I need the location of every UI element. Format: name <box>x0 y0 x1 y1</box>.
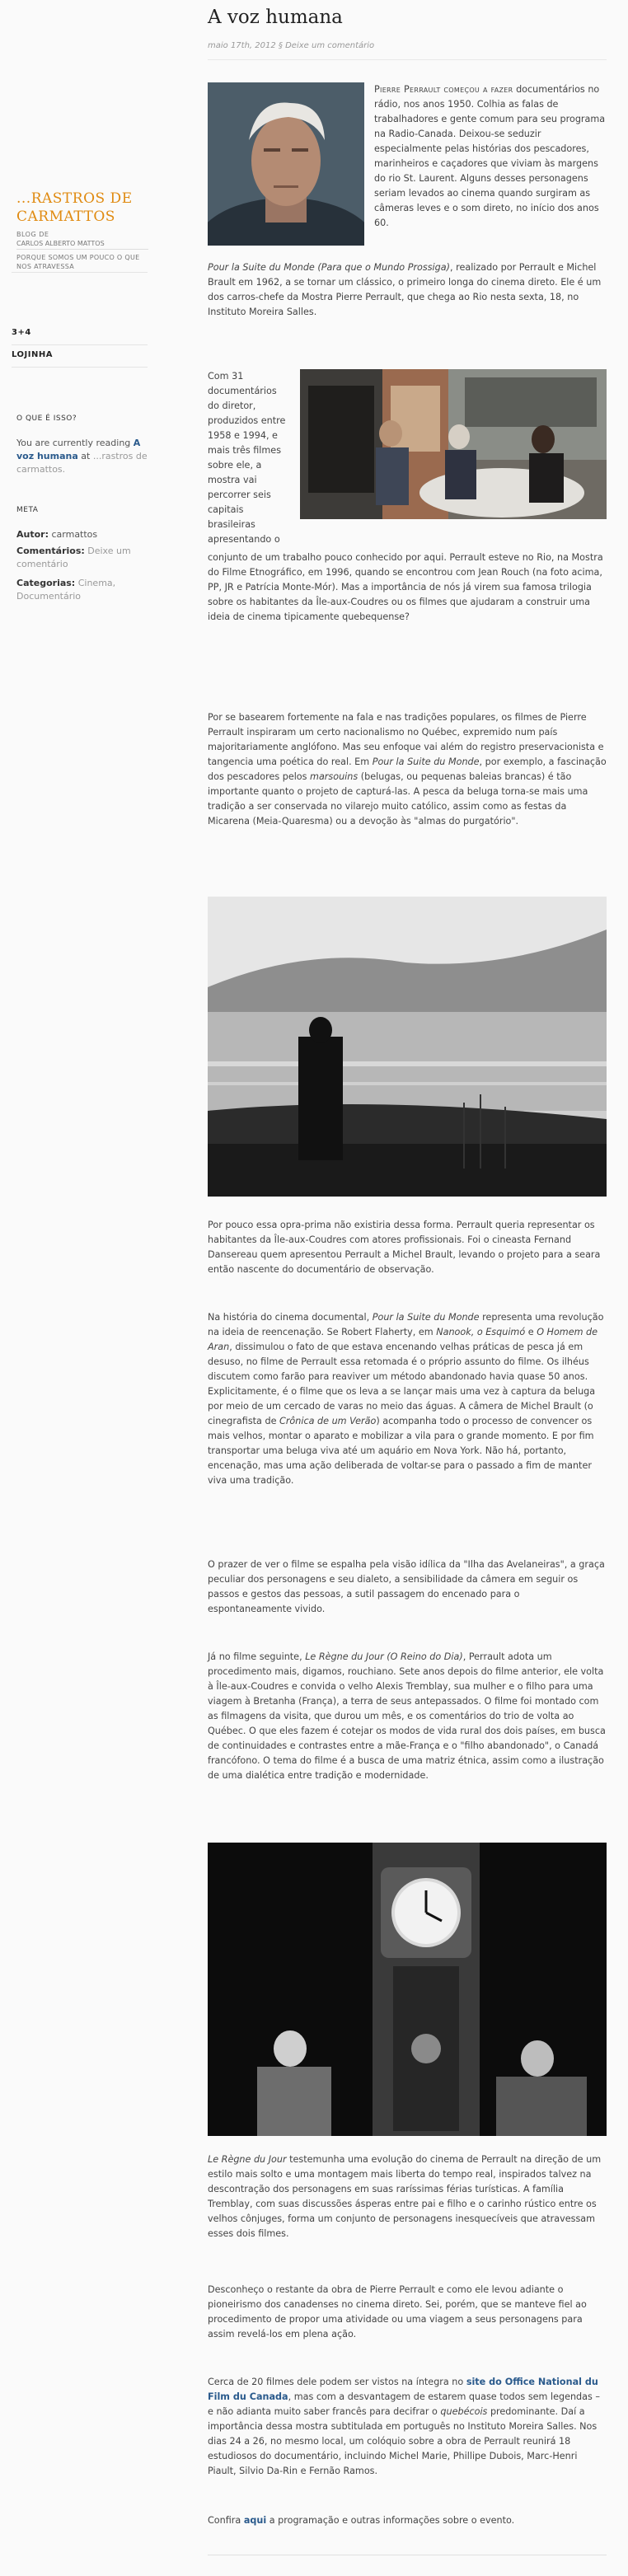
p3-film: Pour la Suite du Monde <box>372 756 480 767</box>
p10-b: , mas com a desvantagem de estarem quase todos sem legendas – e não adianta muito saber francês para decifrar o <box>208 2391 600 2417</box>
p1-tail: , realizado por Perrault e Michel Brault em 1962, a se tornar um clássico, o primeiro longa do cinema direto. Ele é um dos carros-chefe da Mostra Pierre Perrault, que chega ao Rio nesta sexta, 18, no Instituto Moreira Salles. <box>208 262 602 317</box>
p10-a: Cerca de 20 filmes dele podem ser vistos na íntegra no <box>208 2377 464 2387</box>
widget-title-meta: META <box>16 506 39 514</box>
site-title[interactable]: ...RASTROS DE CARMATTOS <box>16 190 133 225</box>
paragraph-3 <box>208 710 607 829</box>
divider <box>12 272 148 273</box>
meta-categories <box>16 577 148 603</box>
divider <box>12 367 148 368</box>
p5-film2: Nanook, o Esquimó <box>436 1327 526 1337</box>
p1-smallcaps: Pierre Perrault começou a fazer <box>374 84 513 95</box>
paragraph-5 <box>208 1310 607 1488</box>
category-separator: , <box>112 578 116 588</box>
p11-a: Confira <box>208 2515 241 2526</box>
p9: Desconheço o restante da obra de Pierre Perrault e como ele levou adiante o pioneirismo dos canadenses no cinema direto. Sei, porém, que se manteve fiel ao procedimento de propor uma atividade ou uma viagem a seus personagens para assim revelá-los em plena ação. <box>208 2284 587 2339</box>
p2-head: Com 31 documentários do diretor, produzidos entre 1958 e 1994, e mais três filmes sobre ele, a mostra vai percorrer seis capitais brasileiras apresentando o <box>208 371 286 545</box>
paragraph-2-cont <box>208 550 607 625</box>
p5-c: e <box>527 1327 534 1337</box>
about-mid: at <box>81 451 91 461</box>
p8-film: Le Règne du Jour <box>208 2154 287 2165</box>
p1-text: documentários no rádio, nos anos 1950. Colhia as falas de trabalhadores e gente comum para seu programa na Radio-Canada. Deixou-se seduzir especialmente pelas histórias dos pescadores, marinheiros e caçadores que viviam às margens do rio St. Laurent. Alguns desses personagens seriam levados ao cinema quando surgiram as câmeras leves e o som direto, no início dos anos 60. <box>374 84 606 228</box>
about-text <box>16 437 148 476</box>
p5-film: Pour la Suite du Monde <box>372 1312 480 1323</box>
p7-a: Já no filme seguinte, <box>208 1651 302 1662</box>
paragraph-11 <box>208 2513 607 2528</box>
p3-c: (belugas, ou pequenas baleias brancas) é tão importante quanto o projeto de capturá-las. A pesca da beluga torna-se mais uma tradição a ser conservada no vilarejo muito católico, assim como as festas da Micarena (Meia-Quaresma) ou a devoção às "almas do purgatório". <box>208 771 588 827</box>
about-site-link[interactable]: ...rastros de carmattos. <box>16 451 148 475</box>
nav-link-lojinha[interactable]: LOJINHA <box>12 350 53 359</box>
paragraph-1 <box>208 82 607 231</box>
post-comment-link[interactable]: Deixe um comentário <box>285 41 375 50</box>
p3-b: , por exemplo, a fascinação dos pescadores pelos <box>208 756 607 782</box>
widget-title-about: O QUE É ISSO? <box>16 415 77 423</box>
p5-film3: O Homem de Aran <box>208 1327 598 1352</box>
paragraph-9 <box>208 2283 607 2342</box>
comment-icon: § <box>278 41 283 50</box>
paragraph-2 <box>208 369 607 547</box>
category-link-cinema[interactable]: Cinema <box>77 578 113 588</box>
p3-a: Por se basearem fortemente na fala e nas tradições populares, os filmes de Pierre Perrault inspiraram um certo nacionalismo no Québec, expremido num país majoritariamente anglófono. Mas seu enfoque vai além do registro preservacionista e tangencia uma poética do real. Em <box>208 712 604 767</box>
about-post-link[interactable]: A voz humana <box>16 438 141 461</box>
p6: O prazer de ver o filme se espalha pela visão idílica da "Ilha das Avelaneiras", a graça peculiar dos personagens e seu dialeto, a sensibilidade da câmera em seguir os passos e gestos das pessoas, a sutil passagem do encenado para o espontaneamente vivido. <box>208 1559 605 1614</box>
p4: Por pouco essa opra-prima não existiria dessa forma. Perrault queria representar os habitantes da Île-aux-Coudres com atores profissionais. Foi o cineasta Fernand Dansereau quem apresentou Perrault a Michel Brault, levando o projeto para a seara então nascente do documentário de observação. <box>208 1220 601 1275</box>
p11-b: a programação e outras informações sobre o evento. <box>269 2515 515 2526</box>
p3-word: marsouins <box>310 771 359 782</box>
p2-tail: conjunto de um trabalho pouco conhecido por aqui. Perrault esteve no Rio, na Mostra do Filme Etnográfico, em 1996, quando se encontrou com Jean Rouch (na foto acima, PP, JR e Patrícia Monte-Mór). Mas a importância de nós já virem sua famosa trilogia sobre os habitantes da Île-aux-Coudres ou os filmes que ajudaram a construir uma ideia de cinema tipicamente quebequense? <box>208 552 603 622</box>
sidebar <box>0 0 153 2576</box>
meta-comments <box>16 545 148 571</box>
p10-word: quebécois <box>440 2406 488 2417</box>
program-link[interactable]: aqui <box>243 2515 267 2526</box>
lake-photo <box>208 897 607 1197</box>
p1-film: Pour la Suite du Monde (Para que o Mundo Prossiga) <box>208 262 450 273</box>
paragraph-7 <box>208 1650 607 1783</box>
meta-author-value: carmattos <box>51 529 98 540</box>
paragraph-6 <box>208 1557 607 1617</box>
divider <box>208 59 607 60</box>
post-title[interactable]: A voz humana <box>208 7 343 28</box>
clock-photo <box>208 1843 607 2136</box>
post-date: maio 17th, 2012 <box>208 41 276 50</box>
nav-link-3mais4[interactable]: 3+4 <box>12 328 31 337</box>
p5-d: , dissimulou o fato de que estava encenando velhas práticas de pesca já em desuso, no filme de Perrault essa retomada é o próprio assunto do filme. Os ilhéus discutem como farão para reaviver um método abandonado havia quase 50 anos. Explicitamente, é o filme que os leva a se lançar mais uma vez à captura da beluga por meio de um cercado de varas no meio das águas. A câmera de Michel Brault (o cinegrafista de <box>208 1342 596 1426</box>
onf-site-link[interactable]: site do Office National du Film du Canada <box>208 2377 598 2402</box>
site-blog-label: BLOG DE <box>16 231 49 238</box>
p7-b: , Perrault adota um procedimento mais, digamos, rouchiano. Sete anos depois do filme anterior, ele volta à Île-aux-Coudres e convida o velho Alexis Tremblay, sua mulher e o filho para uma viagem à Bretanha (França), a terra de seus antepassados. O filme foi montado com as filmagens da visita, que durou um mês, e os comentários do trio de volta ao Québec. O que eles fazem é cotejar os modos de vida rural dos dois países, em busca de continuidades e contrastes entre a mãe-França e o "filho abandonado", o Canadá francófono. O tema do filme é a busca de uma matriz étnica, assim como a ilustração de uma dialética entre tradição e modernidade. <box>208 1651 606 1781</box>
site-description: PORQUE SOMOS UM POUCO O QUE NOS ATRAVESSA <box>16 254 140 270</box>
p10-c: predominante. Daí a importância dessa mostra subtitulada em português no Instituto Moreira Salles. Nos dias 24 a 26, no mesmo local, um colóquio sobre a obra de Perrault reunirá 18 estudiosos do documentário, incluindo Michel Marie, Phillipe Dubois, Marc-Henri Piault, Silvio Da-Rin e Fernão Ramos. <box>208 2406 598 2476</box>
meta-comments-link[interactable]: Deixe um comentário <box>16 546 131 569</box>
p5-b: representa uma revolução na ideia de reencenação. Se Robert Flaherty, em <box>208 1312 604 1337</box>
meta-author-label: Autor: <box>16 529 49 540</box>
divider <box>12 344 148 345</box>
site-author-name: CARLOS ALBERTO MATTOS <box>16 240 148 250</box>
meta-categories-label: Categorias: <box>16 578 76 588</box>
meta-comments-label: Comentários: <box>16 546 85 556</box>
p5-film4: Crônica de um Verão <box>279 1416 377 1426</box>
p5-e: ) acompanha todo o processo de convencer os mais velhos, montar o aparato e mobilizar a vila para o grande momento. E por fim transportar uma beluga viva até um aquário em Nova York. Não há, portanto, encenação, mas uma ação deliberada de voltar-se para o passado a fim de manter viva uma tradição. <box>208 1416 594 1486</box>
paragraph-1-cont <box>208 260 607 320</box>
paragraph-4 <box>208 1218 607 1277</box>
paragraph-8 <box>208 2152 607 2241</box>
p7-film: Le Règne du Jour (O Reino do Dia) <box>305 1651 463 1662</box>
post-meta <box>208 41 374 50</box>
p5-a: Na história do cinema documental, <box>208 1312 370 1323</box>
meta-author <box>16 528 148 541</box>
about-prefix: You are currently reading <box>16 438 131 448</box>
paragraph-10 <box>208 2375 607 2479</box>
p8-text: testemunha uma evolução do cinema de Perrault na direção de um estilo mais solto e uma montagem mais liberta do tempo real, inspirados talvez na descontração dos personagens em suas raríssimas férias turísticas. A família Tremblay, com suas discussões ásperas entre pai e filho e o carinho rústico entre os velhos cônjuges, forma um conjunto de personagens inesquecíveis que atravessam esses dois filmes. <box>208 2154 602 2239</box>
category-link-documentario[interactable]: Documentário <box>16 591 82 602</box>
